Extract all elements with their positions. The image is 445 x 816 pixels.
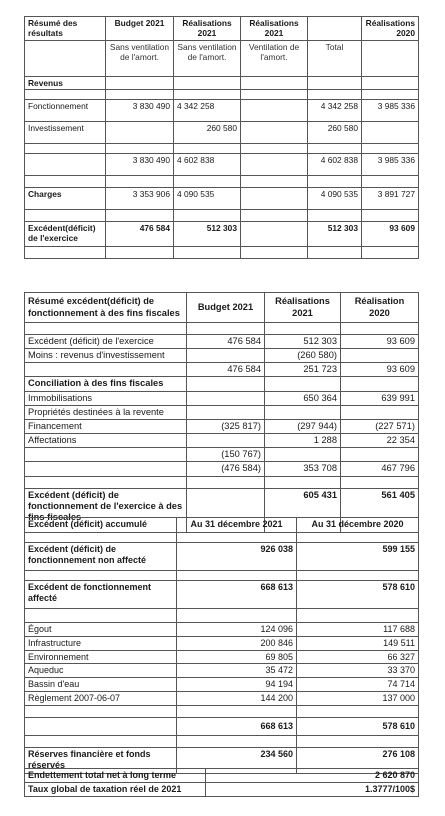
t2-affect-budget2: (476 584) xyxy=(187,462,265,476)
t3-detail-2021: 69 805 xyxy=(177,650,297,664)
t3-non-affecte-2021: 926 038 xyxy=(177,543,297,571)
t1-subheader-row xyxy=(25,41,419,77)
t2-financement-real: (297 944) xyxy=(265,419,341,433)
revenus-total-budget: 3 830 490 xyxy=(106,154,174,176)
t3-header-title: Excédent (déficit) accumulé xyxy=(25,518,177,533)
t2-affectations-real: 1 288 xyxy=(265,434,341,448)
t2-immobilisations-real: 650 364 xyxy=(265,391,341,405)
t3-detail-2020: 33 370 xyxy=(297,664,419,678)
accumulated-surplus-table xyxy=(24,517,419,774)
t2-affectations-row xyxy=(25,434,419,448)
investissement-total: 260 580 xyxy=(308,122,362,144)
excedent-total: 512 303 xyxy=(308,222,362,247)
t3-detail-row xyxy=(25,650,419,664)
t1-sub-2020 xyxy=(362,41,419,77)
t3-detail-label: Règlement 2007-06-07 xyxy=(25,691,177,705)
t3-detail-2021: 94 194 xyxy=(177,678,297,692)
endettement-row xyxy=(25,769,419,783)
t2-excedent-fiscal-2020: 561 405 xyxy=(341,488,419,532)
t1-sub-real-vent: Ventilation de l'amort. xyxy=(241,41,308,77)
t1-investissement-row xyxy=(25,122,419,144)
t3-detail-2020: 66 327 xyxy=(297,650,419,664)
t2-header-title: Résumé excédent(déficit) de fonctionnement à des fins fiscales xyxy=(25,293,187,323)
t2-immobilisations-label: Immobilisations xyxy=(25,391,187,405)
revenus-total-total: 4 602 838 xyxy=(308,154,362,176)
t1-sub-total: Total xyxy=(308,41,362,77)
t3-non-affecte-2020: 599 155 xyxy=(297,543,419,571)
t2-excedent-exercice-row xyxy=(25,335,419,349)
t2-affect-2020-2: 467 796 xyxy=(341,462,419,476)
t1-header-2020: Réalisations 2020 xyxy=(362,17,419,41)
t3-details-total-2020: 578 610 xyxy=(297,717,419,735)
excedent-label: Excédent(déficit) de l'exercice xyxy=(25,222,106,247)
endettement-label: Endettement total net à long terme xyxy=(25,769,206,783)
t3-detail-2020: 149 511 xyxy=(297,636,419,650)
t2-sous-total-real: 251 723 xyxy=(265,363,341,377)
t3-affecte-label: Excédent de fonctionnement affecté xyxy=(25,581,177,609)
t1-charges-row xyxy=(25,188,419,210)
t2-moins-revenus-label: Moins : revenus d'investissement xyxy=(25,349,187,363)
t3-detail-label: Égout xyxy=(25,623,177,637)
t2-header-row xyxy=(25,293,419,323)
t1-header-row xyxy=(25,17,419,41)
t3-reserves-2021: 234 560 xyxy=(177,747,297,773)
t3-detail-2020: 117 688 xyxy=(297,623,419,637)
t3-detail-2021: 200 846 xyxy=(177,636,297,650)
fiscal-surplus-table xyxy=(24,292,419,533)
t2-sous-total-2020: 93 609 xyxy=(341,363,419,377)
endettement-value: 2 620 870 xyxy=(206,769,419,783)
t2-header-budget: Budget 2021 xyxy=(187,293,265,323)
t1-revenus-total-row xyxy=(25,154,419,176)
t2-conciliation-row xyxy=(25,377,419,391)
t3-affecte-2020: 578 610 xyxy=(297,581,419,609)
t2-conciliation-label: Conciliation à des fins fiscales xyxy=(25,377,187,391)
t3-detail-row xyxy=(25,691,419,705)
taux-value: 1.3777/100$ xyxy=(206,782,419,796)
t2-sous-total-budget: 476 584 xyxy=(187,363,265,377)
t3-affecte-2021: 668 613 xyxy=(177,581,297,609)
t3-non-affecte-row xyxy=(25,543,419,571)
t1-sub-blank xyxy=(25,41,106,77)
t2-immobilisations-row xyxy=(25,391,419,405)
t3-details-total-2021: 668 613 xyxy=(177,717,297,735)
taux-row xyxy=(25,782,419,796)
t2-sous-total-row xyxy=(25,363,419,377)
t3-detail-row xyxy=(25,678,419,692)
fonctionnement-2020: 3 985 336 xyxy=(362,100,419,122)
revenus-total-2020: 3 985 336 xyxy=(362,154,419,176)
charges-real-sans: 4 090 535 xyxy=(174,188,241,210)
t3-detail-label: Environnement xyxy=(25,650,177,664)
t1-sub-budget: Sans ventilation de l'amort. xyxy=(106,41,174,77)
t3-detail-2020: 137 000 xyxy=(297,691,419,705)
t3-header-2020: Au 31 décembre 2020 xyxy=(297,518,419,533)
t3-detail-label: Aqueduc xyxy=(25,664,177,678)
t3-detail-label: Infrastructure xyxy=(25,636,177,650)
fonctionnement-total: 4 342 258 xyxy=(308,100,362,122)
t1-header-title: Résumé des résultats xyxy=(25,17,106,41)
t2-affect-budget1: (150 767) xyxy=(187,448,265,462)
t3-detail-row xyxy=(25,623,419,637)
excedent-2020: 93 609 xyxy=(362,222,419,247)
t1-header-real-sans: Réalisations 2021 xyxy=(174,17,241,41)
fonctionnement-budget: 3 830 490 xyxy=(106,100,174,122)
investissement-real-sans: 260 580 xyxy=(174,122,241,144)
debt-and-tax-table xyxy=(24,768,419,797)
t2-affectations-label: Affectations xyxy=(25,434,187,448)
t2-excedent-exercice-real: 512 303 xyxy=(265,335,341,349)
charges-total: 4 090 535 xyxy=(308,188,362,210)
t2-moins-revenus-real: (260 580) xyxy=(265,349,341,363)
t1-sub-real-sans: Sans ventilation de l'amort. xyxy=(174,41,241,77)
t2-affect-budget2-row xyxy=(25,462,419,476)
t3-detail-label: Bassin d'eau xyxy=(25,678,177,692)
t1-excedent-row xyxy=(25,222,419,247)
t2-excedent-exercice-2020: 93 609 xyxy=(341,335,419,349)
fonctionnement-label: Fonctionnement xyxy=(25,100,106,122)
t2-proprietes-row xyxy=(25,405,419,419)
t2-excedent-fiscal-label: Excédent (déficit) de fonctionnement de l'exercice à des fins fiscales xyxy=(25,488,187,532)
t3-details-total-row xyxy=(25,717,419,735)
t2-header-real: Réalisations 2021 xyxy=(265,293,341,323)
t1-header-real-vent: Réalisations 2021 xyxy=(241,17,308,41)
charges-label: Charges xyxy=(25,188,106,210)
t2-affectations-2020: 22 354 xyxy=(341,434,419,448)
t3-header-row xyxy=(25,518,419,533)
t1-header-blank xyxy=(308,17,362,41)
t2-financement-2020: (227 571) xyxy=(341,419,419,433)
t1-fonctionnement-row xyxy=(25,100,419,122)
investissement-label: Investissement xyxy=(25,122,106,144)
t2-excedent-exercice-budget: 476 584 xyxy=(187,335,265,349)
t3-affecte-row xyxy=(25,581,419,609)
t2-header-2020: Réalisation 2020 xyxy=(341,293,419,323)
charges-2020: 3 891 727 xyxy=(362,188,419,210)
results-summary-table xyxy=(24,16,419,259)
t3-non-affecte-label: Excédent (déficit) de fonctionnement non affecté xyxy=(25,543,177,571)
revenus-label: Revenus xyxy=(25,77,106,90)
t2-excedent-exercice-label: Excédent (déficit) de l'exercice xyxy=(25,335,187,349)
t2-financement-label: Financement xyxy=(25,419,187,433)
t2-affect-budget1-row xyxy=(25,448,419,462)
taux-label: Taux global de taxation réel de 2021 xyxy=(25,782,206,796)
t1-revenus-row xyxy=(25,77,419,90)
t3-detail-row xyxy=(25,636,419,650)
t2-proprietes-label: Propriétés destinées à la revente xyxy=(25,405,187,419)
excedent-budget: 476 584 xyxy=(106,222,174,247)
t3-detail-2021: 35 472 xyxy=(177,664,297,678)
t3-header-2021: Au 31 décembre 2021 xyxy=(177,518,297,533)
t2-affect-real2: 353 708 xyxy=(265,462,341,476)
t3-detail-2021: 124 096 xyxy=(177,623,297,637)
t2-financement-budget: (325 817) xyxy=(187,419,265,433)
charges-budget: 3 353 906 xyxy=(106,188,174,210)
t3-reserves-2020: 276 108 xyxy=(297,747,419,773)
t2-moins-revenus-row xyxy=(25,349,419,363)
t3-detail-2020: 74 714 xyxy=(297,678,419,692)
t1-header-budget: Budget 2021 xyxy=(106,17,174,41)
t2-immobilisations-2020: 639 991 xyxy=(341,391,419,405)
t3-reserves-label: Réserves financière et fonds réservés xyxy=(25,747,177,773)
t2-financement-row xyxy=(25,419,419,433)
t3-detail-2021: 144 200 xyxy=(177,691,297,705)
fonctionnement-real-sans: 4 342 258 xyxy=(174,100,241,122)
excedent-real-sans: 512 303 xyxy=(174,222,241,247)
t3-detail-row xyxy=(25,664,419,678)
revenus-total-real-sans: 4 602 838 xyxy=(174,154,241,176)
t2-excedent-fiscal-real: 605 431 xyxy=(265,488,341,532)
